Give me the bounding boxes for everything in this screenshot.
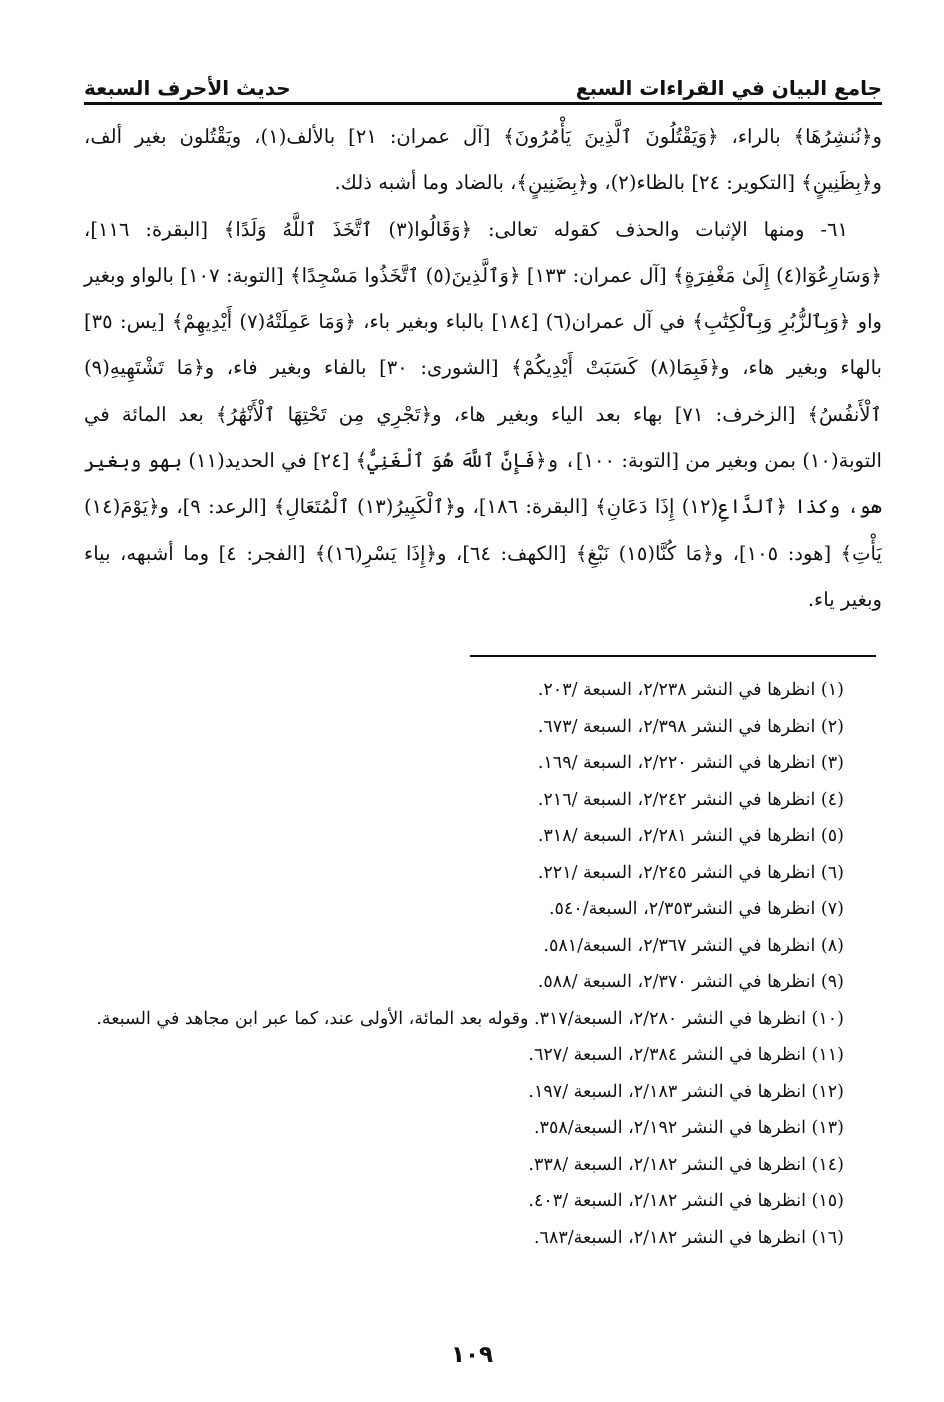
footnote: (١٠) انظرها في النشر ٢/٢٨٠، السبعة/٣١٧. وقوله بعد المائة، الأولى عند، كما عبر ابن مجاهد في السبعة. — [96, 1008, 844, 1029]
page-number: ١٠٩ — [450, 1342, 494, 1368]
header-chapter-title: حديث الأحرف السبعة — [84, 76, 291, 100]
footnotes — [84, 672, 844, 1256]
header-rule — [84, 102, 882, 105]
footnote: (١١) انظرها في النشر ٢/٣٨٤، السبعة /٦٢٧. — [528, 1045, 844, 1065]
main-text — [84, 114, 882, 623]
header-book-title: جامع البيان في القراءات السبع — [575, 76, 882, 100]
footnote: (١٤) انظرها في النشر ٢/١٨٢، السبعة /٣٣٨. — [528, 1154, 844, 1175]
footnote: (١٢) انظرها في النشر ٢/١٨٣، السبعة /١٩٧. — [528, 1081, 844, 1102]
footnote: (٣) انظرها في النشر ٢/٢٢٠، السبعة /١٦٩. — [537, 753, 844, 773]
footnote-separator — [470, 655, 876, 657]
footnote: (٩) انظرها في النشر ٢/٣٧٠، السبعة /٥٨٨. — [537, 972, 844, 992]
footnote: (١٣) انظرها في النشر ٢/١٩٢، السبعة/٣٥٨. — [533, 1118, 844, 1138]
footnote: (١) انظرها في النشر ٢/٢٣٨، السبعة /٢٠٣. — [537, 680, 844, 700]
footnote: (٦) انظرها في النشر ٢/٢٤٥، السبعة /٢٢١. — [537, 862, 844, 883]
body-paragraph: و﴿نُنشِرُهَا﴾ بالراء، ﴿وَيَقْتُلُونَ ٱلَّذِينَ يَأْمُرُونَ﴾ [آل عمران: ٢١] بالألف(١)، ويَقْتُلون بغير ألف، و﴿بِظَنِينٍ﴾ [التكوير: ٢٤] بالظاء(٢)، و﴿بِضَنِينٍ﴾، بالضاد وما أشبه ذلك. — [84, 125, 883, 195]
footnote: (٧) انظرها في النشر٢/٣٥٣، السبعة/٥٤٠. — [548, 899, 844, 919]
body-paragraph: ٦١- ومنها الإثبات والحذف كقوله تعالى: ﴿وَقَالُوا(٣) ٱتَّخَذَ ٱللَّهُ وَلَدًا﴾ [البقرة: ١١٦]، ﴿وَسَارِعُوٓا(٤) إِلَىٰ مَغْفِرَةٍ﴾ [آل عمران: ١٣٣] ﴿وَٱلَّذِينَ(٥) ٱتَّخَذُوا مَسْجِدًا﴾ [التوبة: ١٠٧] بالواو وبغير واو ﴿وَبِٱلزُّبُرِ وَبِٱلْكِتَٰبِ﴾ في آل عمران(٦) [١٨٤] بالباء وبغير باء، ﴿وَمَا عَمِلَتْهُ(٧) أَيْدِيهِمْ﴾ [يس: ٣٥] بالهاء وبغير هاء، و﴿فَبِمَا(٨) كَسَبَتْ أَيْدِيكُمْ﴾ [الشورى: ٣٠] بالفاء وبغير فاء، و﴿مَا تَشْتَهِيهِ(٩) ٱلْأَنفُسُ﴾ [الزخرف: ٧١] بهاء بعد الياء وبغير هاء، و﴿تَجْرِي مِن تَحْتِهَا ٱلْأَنْهَٰرُ﴾ بعد المائة في التوبة(١٠) بمن وبغير من [التوبة: ١٠٠]، و﴿فَإِنَّ ٱللَّهَ هُوَ ٱلْغَنِيُّ﴾ [٢٤] في الحديد(١١) بهو وبغير هو، وكذا ﴿ٱلدَّاعِ(١٢) إِذَا دَعَانِ﴾ [البقرة: ١٨٦]، و﴿ٱلْكَبِيرُ(١٣) ٱلْمُتَعَالِ﴾ [الرعد: ٩]، و﴿يَوْمَ(١٤) يَأْتِ﴾ [هود: ١٠٥]، و﴿مَا كُنَّا(١٥) نَبْغِ﴾ [الكهف: ٦٤]، و﴿إِذَا يَسْرِ(١٦)﴾ [الفجر: ٤] وما أشبهه، بياء وبغير ياء. — [84, 217, 883, 611]
footnote: (٤) انظرها في النشر ٢/٢٤٢، السبعة /٢١٦. — [537, 789, 844, 810]
footnote: (٨) انظرها في النشر ٢/٣٦٧، السبعة/٥٨١. — [543, 935, 844, 956]
footnote: (٥) انظرها في النشر ٢/٢٨١، السبعة /٣١٨. — [537, 826, 844, 846]
running-header — [84, 58, 882, 100]
footnote: (١٥) انظرها في النشر ٢/١٨٢، السبعة /٤٠٣. — [528, 1191, 844, 1211]
footnote: (٢) انظرها في النشر ٢/٣٩٨، السبعة /٦٧٣. — [537, 716, 844, 737]
footnote: (١٦) انظرها في النشر ٢/١٨٢، السبعة/٦٨٣. — [533, 1227, 844, 1248]
